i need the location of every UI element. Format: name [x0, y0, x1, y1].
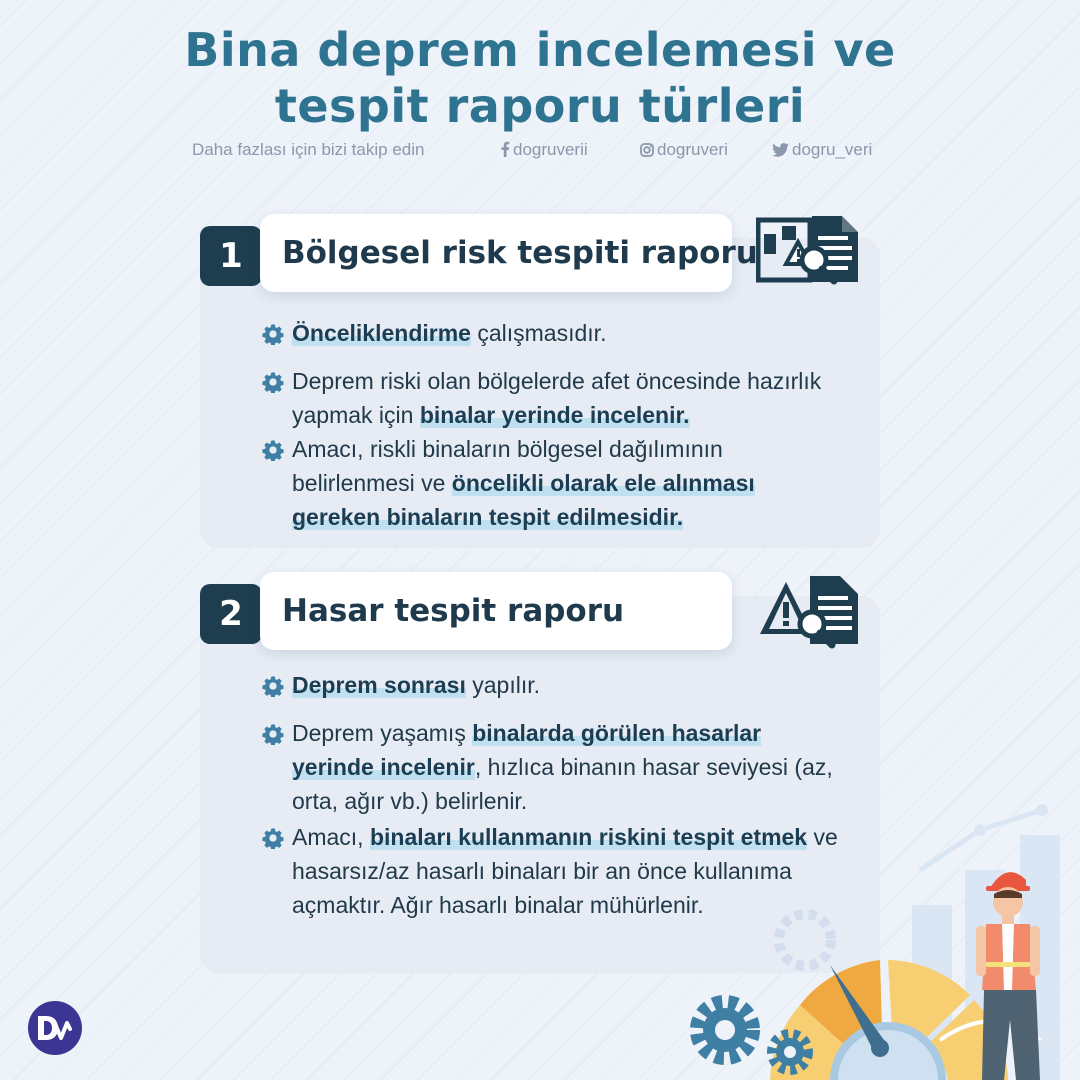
- section-2-bullet-2: Deprem yaşamış binalarda görülen hasarlar yerinde incelenir, hızlıca binanın hasar seviyesi (az, orta, ağır vb.) belirlenir.: [262, 716, 842, 818]
- title-line-1: Bina deprem incelemesi ve: [184, 23, 896, 77]
- section-1-title: Bölgesel risk tespiti raporu: [260, 214, 732, 292]
- gear-bullet-icon: [262, 723, 284, 745]
- section-1-bullet-3: Amacı, riskli binaların bölgesel dağılımının belirlenmesi ve öncelikli olarak ele alınması gereken binaların tespit edilmesidir.: [262, 432, 842, 534]
- gear-icon: [697, 1002, 753, 1058]
- follow-text: Daha fazlası için bizi takip edin: [192, 140, 425, 159]
- engineer-gauge-illustration: [690, 790, 1080, 1080]
- section-2-title: Hasar tespit raporu: [260, 572, 732, 650]
- page-title: [0, 22, 1080, 134]
- section-2-bullet-3: Amacı, binaları kullanmanın riskini tespit etmek ve hasarsız/az hasarlı binaları bir an önce kullanıma açmaktır. Ağır hasarlı binalar mühürlenir.: [262, 820, 842, 922]
- instagram-icon: [640, 143, 654, 157]
- gear-bullet-icon: [262, 323, 284, 345]
- section-1-bullet-2: Deprem riski olan bölgelerde afet öncesinde hazırlık yapmak için binalar yerinde incelenir.: [262, 364, 842, 432]
- gear-bullet-icon: [262, 439, 284, 461]
- map-report-search-icon: [756, 214, 862, 286]
- social-follow-row: [192, 140, 892, 162]
- brand-logo-icon: [27, 1000, 83, 1056]
- instagram-handle: dogruveri: [657, 140, 728, 159]
- facebook-icon: [500, 141, 510, 157]
- facebook-handle: dogruverii: [513, 140, 588, 159]
- twitter-handle: dogru_veri: [792, 140, 873, 159]
- section-2-bullet-1: Deprem sonrası yapılır.: [262, 668, 842, 702]
- section-2-number: 2: [200, 584, 262, 644]
- section-1-bullet-1: Önceliklendirme çalışmasıdır.: [262, 316, 842, 350]
- gear-bullet-icon: [262, 371, 284, 393]
- facebook-link[interactable]: [500, 140, 588, 160]
- warning-report-search-icon: [756, 574, 862, 652]
- instagram-link[interactable]: [640, 140, 728, 160]
- gear-bullet-icon: [262, 675, 284, 697]
- title-line-2: tespit raporu türleri: [274, 79, 806, 133]
- twitter-icon: [772, 143, 789, 157]
- gear-bullet-icon: [262, 827, 284, 849]
- section-1-number: 1: [200, 226, 262, 286]
- twitter-link[interactable]: [772, 140, 872, 160]
